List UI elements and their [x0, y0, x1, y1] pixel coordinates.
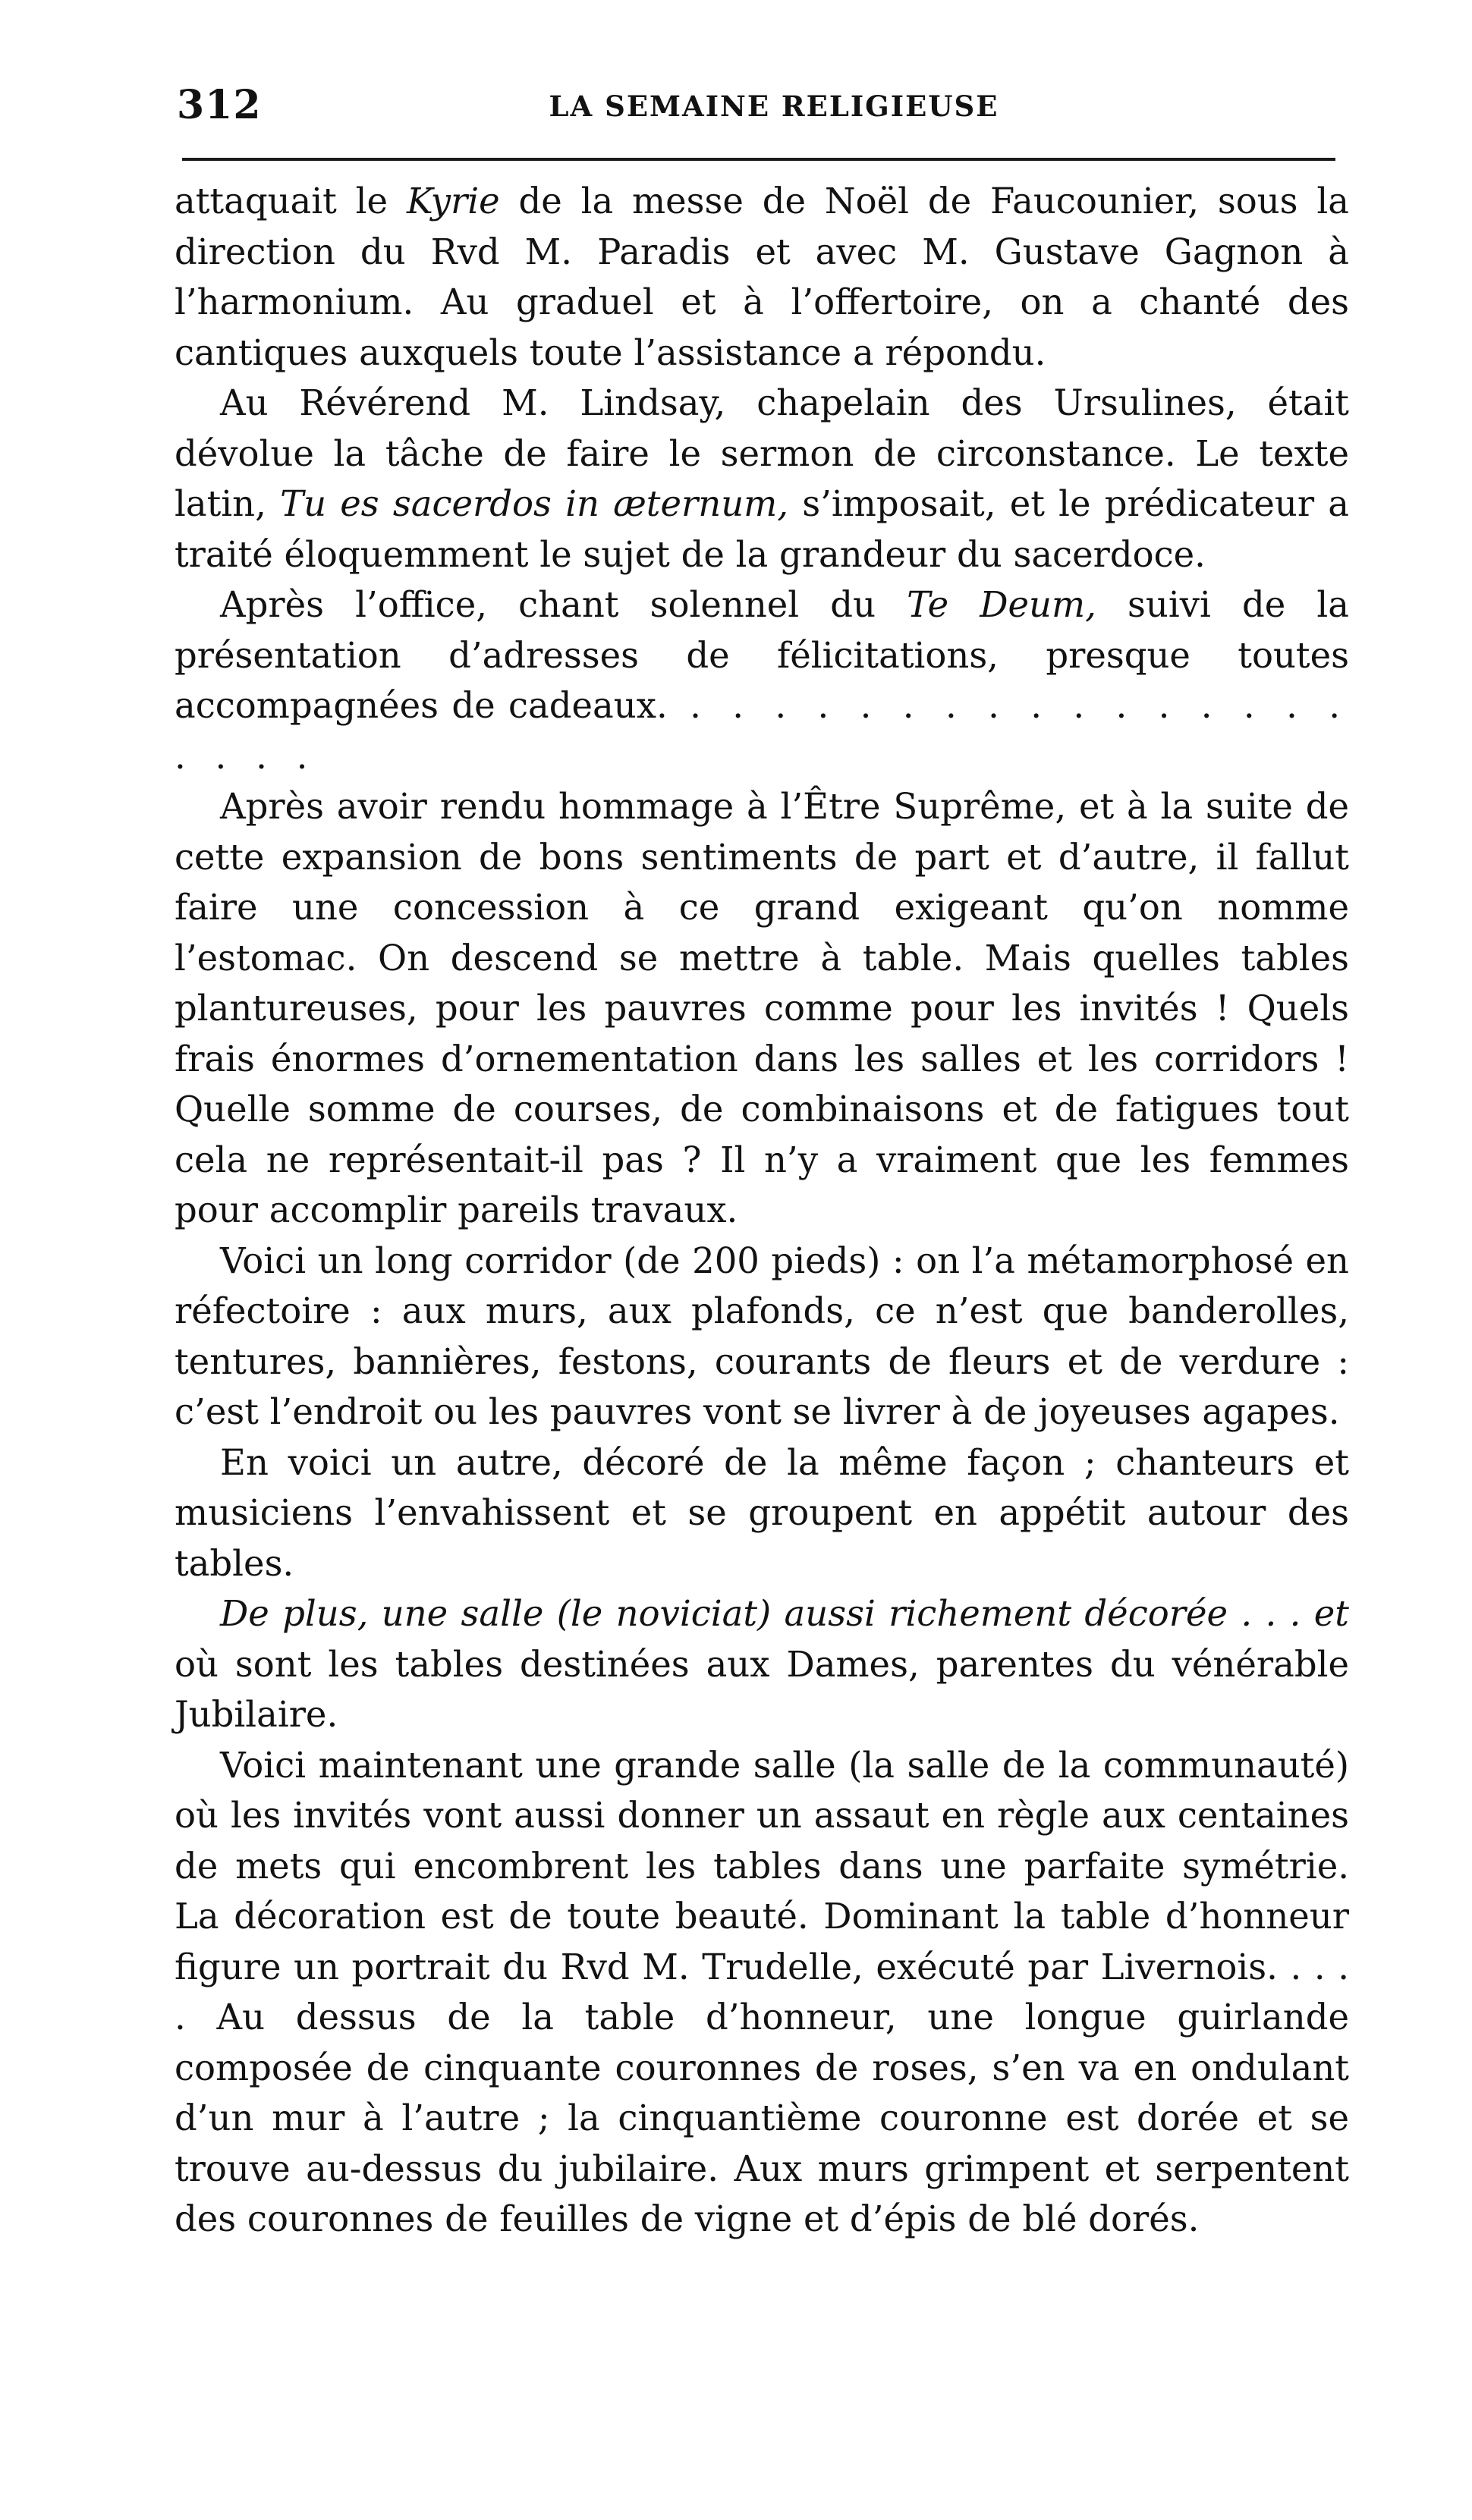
paragraph-noviciat [175, 1588, 1349, 1740]
paragraph-continuation [175, 176, 1349, 378]
italic-title-kyrie: Kyrie [406, 181, 500, 222]
body-text [175, 176, 1349, 2245]
paragraph-sermon [175, 378, 1349, 580]
text-run: de la messe de Noël de Faucounier, sous la direction du Rvd M. Paradis et avec M. Gustave Gagnon à l’harmonium. Au graduel et à l’offertoire, on a chanté des cantiques auxquels toute l’assistance a répondu. [175, 181, 1349, 373]
text-run: Au dessus de la table d’honneur, une longue guirlande composée de cinquante couronnes de roses, s’en va en ondulant d’un mur à l’autre ; la cinquantième couronne est dorée et se trouve au-dessus du jubilaire. Aux murs grimpent et serpentent des couronnes de feuilles de vigne et d’épis de blé dorés. [175, 1997, 1349, 2239]
text-run: Après l’office, chant solennel du [220, 584, 907, 625]
paragraph-corridor: Voici un long corridor (de 200 pieds) : on l’a métamorphosé en réfectoire : aux murs, aux plafonds, ce n’est que banderolles, tentures, bannières, festons, courants de fleurs et de verdure : c’est l’endroit ou les pauvres vont se livrer à de joyeuses agapes. [175, 1240, 1349, 1432]
paragraph-te-deum [175, 580, 1349, 781]
text-run: s’imposait, et le prédicateur a traité éloquemment le sujet de la grandeur du sacerdoce. [175, 483, 1349, 575]
ellipsis-run: . . . . . [175, 1946, 1350, 2038]
paragraph-meal: Après avoir rendu hommage à l’Être Suprême, et à la suite de cette expansion de bons sentiments de part et d’autre, il fallut faire une concession à ce grand exigeant qu’on nomme l’estomac. On descend se mettre à table. Mais quelles tables plantureuses, pour les pauvres comme pour les invités ! Quels frais énormes d’ornementation dans les salles et les corridors ! Quelle somme de courses, de combinaisons et de fatigues tout cela ne représentait-il pas ? Il n’y a vraiment que les femmes pour accomplir pareils travaux. [175, 786, 1349, 1230]
running-title: LA SEMAINE RELIGIEUSE [549, 90, 999, 123]
page-number: 312 [177, 82, 262, 128]
text-run: attaquait le [175, 181, 407, 222]
italic-title-te-deum: Te Deum, [907, 584, 1096, 625]
ellipsis-leader: . . . . . . . . . . . . . . . . . . . . [175, 685, 1349, 777]
text-run: suivi de la présentation d’adresses de félicitations, presque toutes accompagnées de cadeaux. [175, 584, 1350, 726]
latin-quote: Tu es sacerdos in æternum, [280, 483, 789, 524]
paragraph-musicians: En voici un autre, décoré de la même façon ; chanteurs et musiciens l’envahissent et se groupent en appétit autour des tables. [175, 1441, 1349, 1584]
paragraph-community-hall [175, 1740, 1349, 2245]
italic-run: De plus, une salle (le noviciat) aussi richement décorée . . . et [220, 1593, 1349, 1634]
text-run: Au Révérend M. Lindsay, chapelain des Ursulines, était dévolue la tâche de faire le sermon de circonstance. Le texte latin, [175, 382, 1349, 524]
text-run: Voici maintenant une grande salle (la salle de la communauté) où les invités vont aussi donner un assaut en règle aux centaines de mets qui encombrent les tables dans une parfaite symétrie. La décoration est de toute beauté. Dominant la table d’honneur figure un portrait du Rvd M. Trudelle, exécuté par Livernois [175, 1744, 1349, 1987]
header-rule [182, 158, 1335, 161]
text-run: où sont les tables destinées aux Dames, parentes du vénérable Jubilaire. [175, 1643, 1349, 1735]
